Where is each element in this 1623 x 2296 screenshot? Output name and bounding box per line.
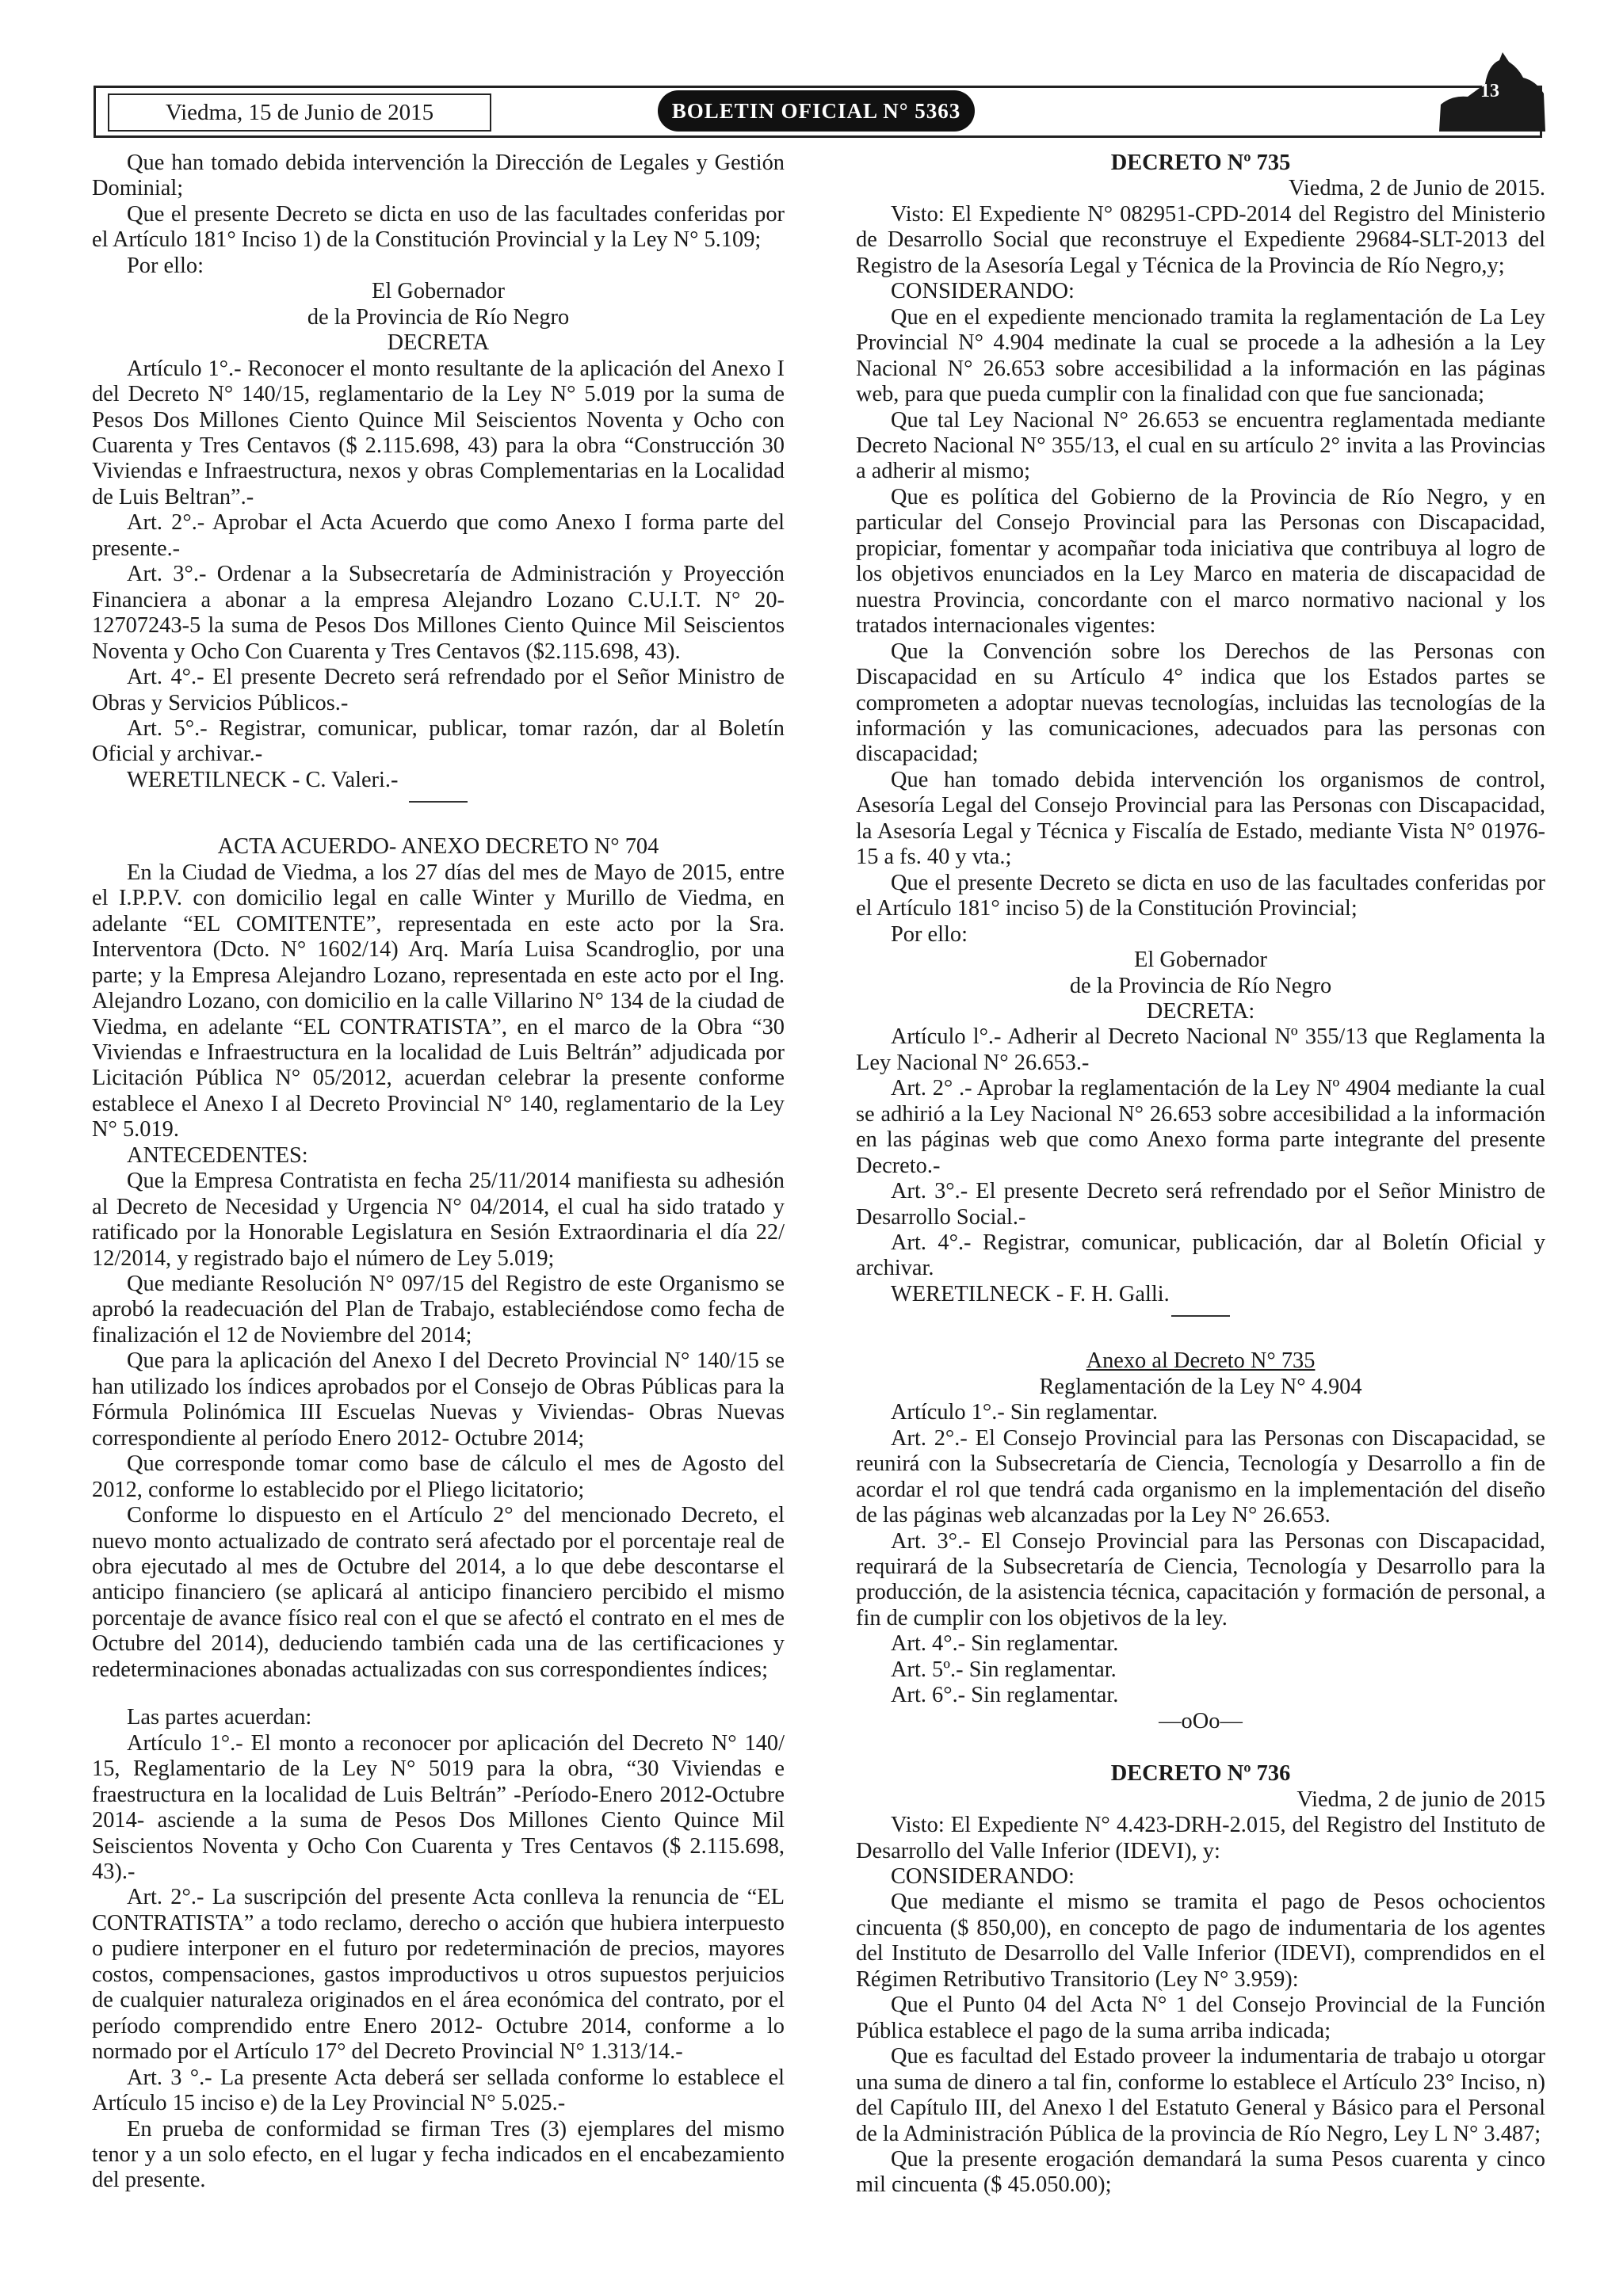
paragraph: Que para la aplicación del Anexo I del Decreto Provincial N° 140/15 se han utilizado los índices aprobados por el Consejo de Obras Públicas para la Fórmula Polinómica III Escuelas Nuevas y Viviendas- Obras Nuevas correspondiente al período Enero 2012- Octubre 2014;	[92, 1348, 785, 1451]
left-column	[92, 151, 785, 2194]
article: Artículo 1°.- Sin reglamentar.	[891, 1400, 1158, 1425]
article: Artículo 1°.- Reconocer el monto resultante de la aplicación del Anexo I del Decreto N° 140/15, reglamentario de la Ley N° 5.019 por la suma de Pesos Dos Millones Ciento Quince Mil Seiscientos Noventa y Ocho con Cuarenta y Tres Centavos ($ 2.115.698, 43) para la obra “Construcción 30 Viviendas e Infraestructura, nexos y obras Complementarias en la Localidad de Luis Beltran”.-	[92, 356, 785, 509]
paragraph: Que la presente erogación demandará la suma Pesos cuarenta y cinco mil cincuenta ($ 45.050.00);	[856, 2146, 1545, 2198]
paragraph: Por ello:	[127, 253, 204, 278]
antecedentes-heading: ANTECEDENTES:	[127, 1142, 308, 1168]
paragraph: Que tal Ley Nacional N° 26.653 se encuentra reglamentada mediante Decreto Nacional N° 355/13, el cual en su artículo 2° invita a las Provincias a adherir al mismo;	[856, 407, 1545, 484]
decreta-heading: DECRETA:	[1146, 998, 1255, 1024]
right-column	[856, 151, 1545, 2199]
bulletin-title: BOLETIN OFICIAL N° 5363	[658, 90, 975, 132]
paragraph: Que mediante Resolución N° 097/15 del Registro de este Organismo se aprobó la readecuación del Plan de Trabajo, estableciéndose como fecha de finalización el 12 de Noviembre del 2014;	[92, 1272, 785, 1348]
paragraph: Que en el expediente mencionado tramita la reglamentación de La Ley Provincial N° 4.904 medinate la cual se procede a la adhesión a la Ley Nacional N° 26.653 sobre accesibilidad a la información en las páginas web, para que pueda cumplir con la finalidad con que fue sancionada;	[856, 304, 1545, 407]
paragraph: Conforme lo dispuesto en el Artículo 2° del mencionado Decreto, el nuevo monto actualizado de contrato será afectado por el porcentaje real de obra ejecutado al mes de Octubre del 2014, a lo que debe descontarse el anticipo financiero (se aplicará al anticipo financiero percibido el mismo porcentaje de avance físico real con el que se afectó el contrato en el mes de Octubre del 2014), deduciendo también cada una de las certificaciones y redeterminaciones abonadas actualizadas con sus correspondientes índices;	[92, 1503, 785, 1682]
header-date: Viedma, 15 de Junio de 2015	[108, 93, 491, 132]
paragraph: En prueba de conformidad se firman Tres (3) ejemplares del mismo tenor y a un solo efecto, en el lugar y fecha indicados en el encabezamiento del presente.	[92, 2116, 785, 2193]
decree-736-title: DECRETO Nº 736	[1110, 1761, 1291, 1787]
paragraph: Que la Convención sobre los Derechos de las Personas con Discapacidad en su Artículo 4° indica que los Estados partes se comprometen a adoptar nuevas tecnologías, incluidas las tecnologías de la información y las comunicaciones, adecuados para las personas con discapacidad;	[856, 639, 1545, 767]
article: Art. 6°.- Sin reglamentar.	[891, 1683, 1119, 1708]
divider	[1171, 1315, 1230, 1317]
paragraph: Que el Punto 04 del Acta N° 1 del Consejo Provincial de la Función Pública establece el pago de la suma arriba indicada;	[856, 1993, 1545, 2043]
signature: WERETILNECK - F. H. Galli.	[891, 1281, 1170, 1306]
article: Art. 4°.- Registrar, comunicar, publicación, dar al Boletín Oficial y archivar.	[856, 1230, 1545, 1281]
province-heading: de la Provincia de Río Negro	[1069, 973, 1332, 998]
article: Art. 2°.- El Consejo Provincial para las Personas con Discapacidad, se reunirá con la Subsecretaría de Ciencia, Tecnología y Desarrollo a fin de acordar el rol que tendrá cada organismo en la implementación del diseño de las páginas web alcanzadas por la Ley N° 26.653.	[856, 1425, 1545, 1528]
article: Art. 2°.- Aprobar el Acta Acuerdo que como Anexo I forma parte del presente.-	[92, 510, 785, 561]
paragraph: Las partes acuerdan:	[127, 1705, 312, 1730]
paragraph: Visto: El Expediente N° 082951-CPD-2014 del Registro del Ministerio de Desarrollo Social que reconstruye el Expediente 29684-SLT-2013 del Registro de la Asesoría Legal y Técnica de la Provincia de Río Negro,y;	[856, 201, 1545, 278]
governor-heading: El Gobernador	[1134, 948, 1267, 973]
paragraph: Visto: El Expediente N° 4.423-DRH-2.015, del Registro del Instituto de Desarrollo del Valle Inferior (IDEVI), y:	[856, 1813, 1545, 1863]
paragraph: Que mediante el mismo se tramita el pago de Pesos ochocientos cincuenta ($ 850,00), en concepto de pago de indumentaria de los agentes del Instituto de Desarrollo del Valle Inferior (IDEVI), comprendidos en el Régimen Retributivo Transitorio (Ley N° 3.959):	[856, 1890, 1545, 1992]
governor-heading: El Gobernador	[372, 279, 505, 304]
province-heading: de la Provincia de Río Negro	[307, 304, 570, 330]
considerando-heading: CONSIDERANDO:	[891, 1864, 1075, 1889]
paragraph: Que han tomado debida intervención la Dirección de Legales y Gestión Dominial;	[92, 151, 785, 201]
article: Art. 2° .- Aprobar la reglamentación de la Ley Nº 4904 mediante la cual se adhirió a la Ley Nacional N° 26.653 sobre accesibilidad a la información en las páginas web que como Anexo forma parte integrante del presente Decreto.-	[856, 1076, 1545, 1178]
paragraph: Que el presente Decreto se dicta en uso de las facultades conferidas por el Artículo 181° inciso 5) de la Constitución Provincial;	[856, 870, 1545, 921]
paragraph: Que es facultad del Estado proveer la indumentaria de trabajo u otorgar una suma de dinero a tal fin, conforme lo establece el Artículo 23° Inciso, n) del Capítulo III, del Anexo l del Estatuto General y Básico para el Personal de la Administración Pública de la provincia de Río Negro, Ley L N° 3.487;	[856, 2044, 1545, 2146]
article: Art. 4°.- Sin reglamentar.	[891, 1631, 1119, 1657]
article: Art. 4°.- El presente Decreto será refrendado por el Señor Ministro de Obras y Servicios Públicos.-	[92, 665, 785, 715]
decree-735-date: Viedma, 2 de Junio de 2015.	[1289, 176, 1545, 201]
article: Art. 5°.- Registrar, comunicar, publicar, tomar razón, dar al Boletín Oficial y archivar.-	[92, 715, 785, 767]
paragraph: Que la Empresa Contratista en fecha 25/11/2014 manifiesta su adhesión al Decreto de Necesidad y Urgencia N° 04/2014, el cual ha sido tratado y ratificado por la Honorable Legislatura en Sesión Extraordinaria el día 22/ 12/2014, y registrado bajo el número de Ley 5.019;	[92, 1169, 785, 1271]
anexo-subtitle: Reglamentación de la Ley N° 4.904	[1039, 1374, 1362, 1399]
considerando-heading: CONSIDERANDO:	[891, 279, 1075, 304]
page-number: 13	[1480, 81, 1499, 101]
spacer	[92, 1683, 785, 1705]
article: Art. 3 °.- La presente Acta deberá ser sellada conforme lo establece el Artículo 15 inciso e) de la Ley Provincial N° 5.025.-	[92, 2065, 785, 2116]
article: Artículo 1°.- El monto a reconocer por aplicación del Decreto N° 140/ 15, Reglamentario de la Ley N° 5019 para la obra, “30 Viviendas e fraestructura en la localidad de Luis Beltrán” -Período-Enero 2012-Octubre 2014- asciende a la suma de Pesos Dos Millones Ciento Quince Mil Seiscientos Noventa y Ocho Con Cuarenta y Tres Centavos ($ 2.115.698, 43).-	[92, 1730, 785, 1884]
article: Art. 3°.- El Consejo Provincial para las Personas con Discapacidad, requirará de la Subsecretaría de Ciencia, Tecnología y Desarrollo para la producción, de la asistencia técnica, capacitación y formación de personal, a fin de cumplir con los objetivos de la ley.	[856, 1528, 1545, 1630]
paragraph: Por ello:	[891, 921, 968, 947]
paragraph: Que es política del Gobierno de la Provincia de Río Negro, y en particular del Consejo Provincial para las Personas con Discapacidad, propiciar, fomentar y acompañar toda iniciativa que contribuya al logro de los objetivos enunciados en la Ley Marco en materia de discapacidad de nuestra Provincia, concordante con el marco normativo nacional y los tratados internacionales vigentes:	[856, 484, 1545, 639]
paragraph: Que el presente Decreto se dicta en uso de las facultades conferidas por el Artículo 181° Inciso 1) de la Constitución Provincial y la Ley N° 5.109;	[92, 201, 785, 253]
paragraph: Que han tomado debida intervención los organismos de control, Asesoría Legal del Consejo Provincial para las Personas con Discapacidad, la Asesoría Legal y Técnica y Fiscalía de Estado, mediante Vista N° 01976-15 a fs. 40 y vta.;	[856, 767, 1545, 870]
acta-title: ACTA ACUERDO- ANEXO DECRETO N° 704	[217, 834, 659, 860]
anexo-title: Anexo al Decreto N° 735	[1086, 1348, 1316, 1374]
paragraph: En la Ciudad de Viedma, a los 27 días del mes de Mayo de 2015, entre el I.P.P.V. con domicilio legal en calle Winter y Murillo de Viedma, en adelante “EL COMITENTE”, representada en este acto por la Sra. Interventora (Dcto. N° 1602/14) Arq. María Luisa Scandroglio, por una parte; y la Empresa Alejandro Lozano, representada en este acto por el Ing. Alejandro Lozano, con domicilio en la calle Villarino N° 134 de la ciudad de Viedma, en adelante “EL CONTRATISTA”, en el marco de la Obra “30 Viviendas e Infraestructura en la localidad de Luis Beltrán” adjudicada por Licitación Pública N° 05/2012, acuerdan celebrar la presente conforme establece el Anexo I al Decreto Provincial N° 140, reglamentario de la Ley N° 5.019.	[92, 860, 785, 1142]
article: Art. 3°.- El presente Decreto será refrendado por el Señor Ministro de Desarrollo Social.-	[856, 1179, 1545, 1230]
divider	[409, 801, 468, 803]
decreta-heading: DECRETA	[387, 330, 490, 356]
decree-735-title: DECRETO Nº 735	[1110, 151, 1291, 175]
article: Artículo l°.- Adherir al Decreto Nacional Nº 355/13 que Reglamenta la Ley Nacional N° 26.653.-	[856, 1024, 1545, 1075]
section-separator: —oOo—	[1159, 1708, 1243, 1733]
article: Art. 2°.- La suscripción del presente Acta conlleva la renuncia de “EL CONTRATISTA” a todo reclamo, derecho o acción que hubiera interpuesto o pudiere interponer en el futuro por redeterminación de precios, mayores costos, compensaciones, gastos improductivos u otros supuestos perjuicios de cualquier naturaleza originados en el área económica del contrato, por el período comprendido entre Enero 2012- Octubre 2014, conforme a lo normado por el Artículo 17° del Decreto Provincial N° 1.313/14.-	[92, 1885, 785, 2065]
signature: WERETILNECK - C. Valeri.-	[127, 767, 399, 792]
spacer	[856, 1734, 1545, 1761]
article: Art. 5º.- Sin reglamentar.	[891, 1657, 1117, 1682]
article: Art. 3°.- Ordenar a la Subsecretaría de Administración y Proyección Financiera a abonar a la empresa Alejandro Lozano C.U.I.T. N° 20-12707243-5 la suma de Pesos Dos Millones Ciento Quince Mil Seiscientos Noventa y Ocho Con Cuarenta y Tres Centavos ($2.115.698, 43).	[92, 562, 785, 664]
paragraph: Que corresponde tomar como base de cálculo el mes de Agosto del 2012, conforme lo establecido por el Pliego licitatorio;	[92, 1451, 785, 1502]
decree-736-date: Viedma, 2 de junio de 2015	[1296, 1787, 1545, 1812]
